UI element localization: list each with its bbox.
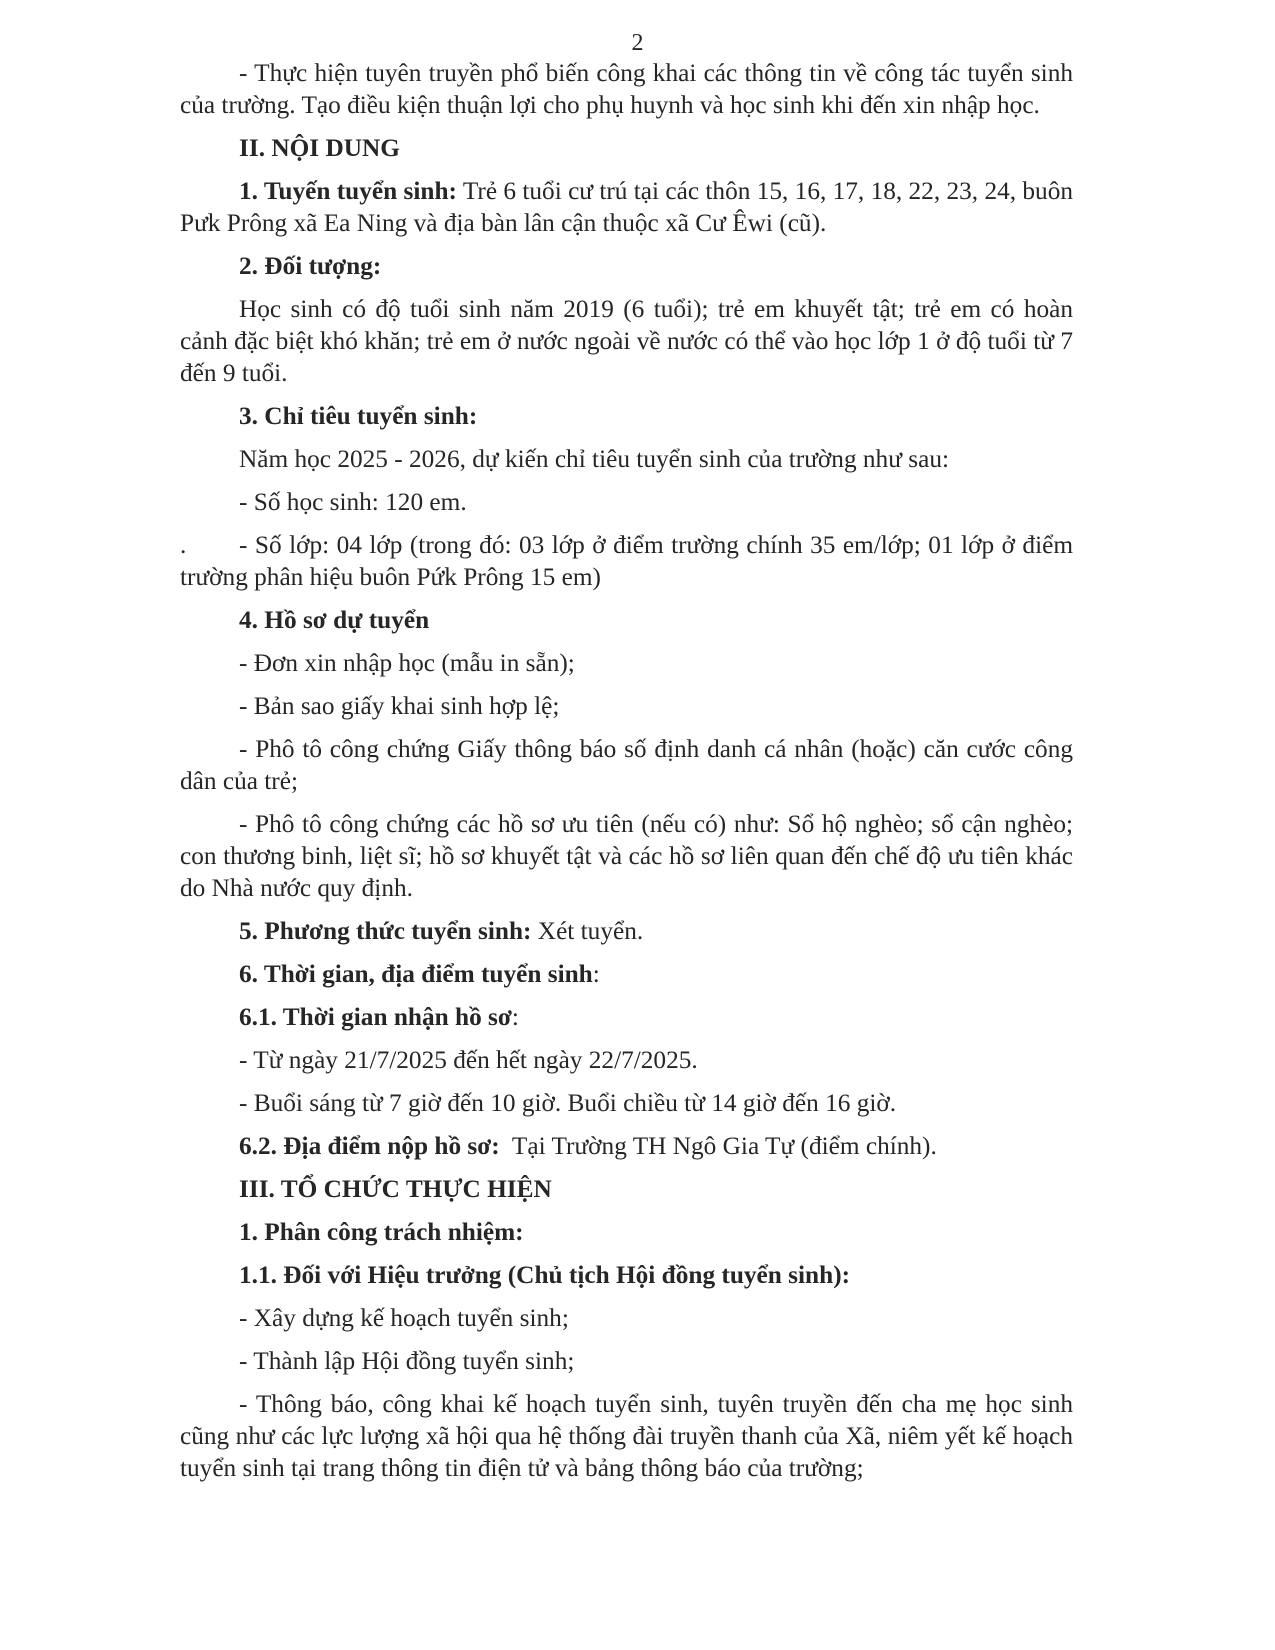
- paragraph-target-group: Học sinh có độ tuổi sinh năm 2019 (6 tuổi); trẻ em khuyết tật; trẻ em có hoàn cảnh đặc biệt khó khăn; trẻ em ở nước ngoài về nước có thể vào học lớp 1 ở độ tuổi từ 7 đến 9 tuổi.: [180, 295, 1073, 387]
- paragraph-student-count: - Số học sinh: 120 em.: [239, 488, 467, 516]
- heading-time-location: [180, 958, 1073, 990]
- list-item-duty: - Thông báo, công khai kế hoạch tuyển sinh, tuyên truyền đến cha mẹ học sinh cũng như các lực lượng xã hội qua hệ thống đài truyền thanh của Xã, niêm yết kế hoạch tuyển sinh tại trang thông tin điện tử và bảng thông báo của trường;: [180, 1390, 1073, 1482]
- heading-submission-time: [180, 1001, 1073, 1033]
- list-item-duty: - Thành lập Hội đồng tuyển sinh;: [239, 1347, 575, 1375]
- paragraph-propaganda: - Thực hiện tuyên truyền phổ biến công khai các thông tin về công tác tuyển sinh của trường. Tạo điều kiện thuận lợi cho phụ huynh và học sinh khi đến xin nhập học.: [180, 59, 1073, 119]
- list-item-duty: - Xây dựng kế hoạch tuyển sinh;: [239, 1304, 569, 1332]
- label-submission-time: 6.1. Thời gian nhận hồ sơ: [239, 1003, 512, 1031]
- heading-admission-quota: 3. Chỉ tiêu tuyển sinh:: [239, 402, 478, 430]
- list-item-document: - Đơn xin nhập học (mẫu in sẵn);: [239, 649, 575, 677]
- list-item-time: - Buổi sáng từ 7 giờ đến 10 giờ. Buổi chiều từ 14 giờ đến 16 giờ.: [239, 1089, 897, 1117]
- colon: :: [511, 1003, 519, 1031]
- text-admission-area: Trẻ 6 tuổi cư trú tại các thôn 15, 16, 17, 18, 22, 23, 24, buôn Pưk Prông xã Ea Ning và địa bàn lân cận thuộc xã Cư Êwi (cũ).: [180, 177, 1073, 237]
- label-admission-area: 1. Tuyến tuyển sinh:: [239, 177, 457, 205]
- heading-assignment: 1. Phân công trách nhiệm:: [239, 1218, 524, 1246]
- paragraph-quota-intro: Năm học 2025 - 2026, dự kiến chỉ tiêu tuyển sinh của trường như sau:: [239, 445, 949, 473]
- paragraph-admission-area: [180, 175, 1073, 239]
- text-admission-method: Xét tuyển.: [531, 917, 644, 945]
- page-number: 2: [631, 30, 644, 56]
- heading-principal-duties: 1.1. Đối với Hiệu trưởng (Chủ tịch Hội đồng tuyển sinh):: [239, 1261, 851, 1289]
- list-item-document: - Phô tô công chứng các hồ sơ ưu tiên (nếu có) như: Sổ hộ nghèo; sổ cận nghèo; con thương binh, liệt sĩ; hồ sơ khuyết tật và các hồ sơ liên quan đến chế độ ưu tiên khác do Nhà nước quy định.: [180, 810, 1073, 902]
- label-time-location: 6. Thời gian, địa điểm tuyển sinh: [239, 960, 593, 988]
- label-submission-location: 6.2. Địa điểm nộp hồ sơ:: [239, 1132, 500, 1160]
- colon: :: [592, 960, 600, 988]
- list-item-time: - Từ ngày 21/7/2025 đến hết ngày 22/7/2025.: [239, 1046, 698, 1074]
- stray-dot: .: [180, 531, 187, 559]
- paragraph-submission-location: [180, 1130, 1073, 1162]
- label-admission-method: 5. Phương thức tuyển sinh:: [239, 917, 532, 945]
- paragraph-admission-method: [180, 915, 1073, 947]
- heading-section-iii: III. TỔ CHỨC THỰC HIỆN: [239, 1175, 552, 1203]
- heading-section-ii: II. NỘI DUNG: [239, 134, 400, 162]
- heading-target-group: 2. Đối tượng:: [239, 252, 382, 280]
- text-submission-location: Tại Trường TH Ngô Gia Tự (điểm chính).: [499, 1132, 937, 1160]
- heading-application-documents: 4. Hồ sơ dự tuyển: [239, 606, 430, 634]
- list-item-document: - Phô tô công chứng Giấy thông báo số định danh cá nhân (hoặc) căn cước công dân của trẻ;: [180, 735, 1073, 795]
- list-item-document: - Bản sao giấy khai sinh hợp lệ;: [239, 692, 560, 720]
- paragraph-class-count: [180, 529, 1073, 593]
- text-class-count: - Số lớp: 04 lớp (trong đó: 03 lớp ở điểm trường chính 35 em/lớp; 01 lớp ở điểm trường phân hiệu buôn Pứk Prông 15 em): [180, 531, 1073, 591]
- document-body: [180, 57, 1073, 1495]
